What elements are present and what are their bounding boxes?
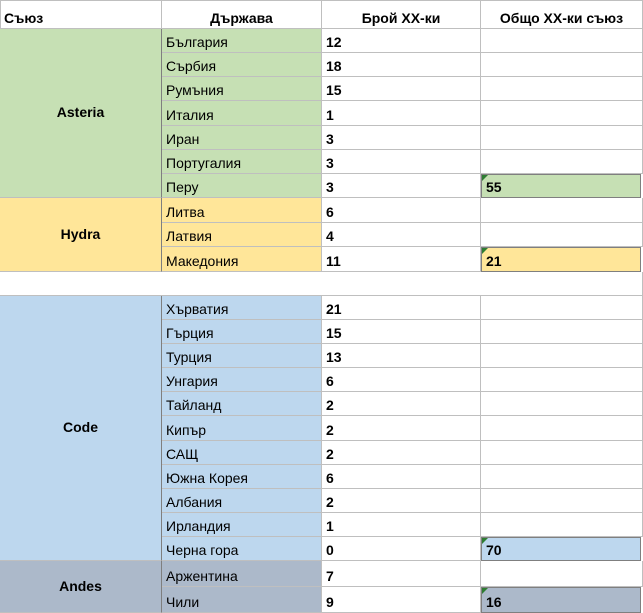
header-alliance[interactable]: Съюз	[0, 0, 162, 29]
total-empty-cell[interactable]	[481, 561, 643, 587]
total-empty-cell[interactable]	[481, 441, 643, 465]
alliance-asteria[interactable]: Asteria	[0, 29, 162, 198]
alliance-total-cell[interactable]: 70	[481, 537, 641, 561]
total-empty-cell[interactable]	[481, 489, 643, 513]
count-cell[interactable]: 12	[322, 29, 481, 53]
total-empty-cell[interactable]	[481, 513, 643, 537]
count-cell[interactable]: 2	[322, 416, 481, 440]
country-cell[interactable]: Ирландия	[162, 513, 322, 537]
country-cell[interactable]: Черна гора	[162, 537, 322, 561]
count-cell[interactable]: 1	[322, 101, 481, 125]
count-cell[interactable]: 2	[322, 392, 481, 416]
total-empty-cell[interactable]	[481, 368, 643, 392]
count-cell[interactable]: 2	[322, 489, 481, 513]
total-empty-cell[interactable]	[481, 150, 643, 174]
country-cell[interactable]: България	[162, 29, 322, 53]
count-cell[interactable]: 7	[322, 561, 481, 587]
alliance-total-cell[interactable]: 21	[481, 247, 641, 272]
count-cell[interactable]: 1	[322, 513, 481, 537]
count-cell[interactable]: 3	[322, 150, 481, 174]
empty-row[interactable]	[0, 272, 643, 296]
country-cell[interactable]: Италия	[162, 101, 322, 125]
country-cell[interactable]: Латвия	[162, 223, 322, 248]
country-cell[interactable]: Хърватия	[162, 296, 322, 320]
country-cell[interactable]: Перу	[162, 174, 322, 198]
alliance-code[interactable]: Code	[0, 296, 162, 561]
alliance-hydra[interactable]: Hydra	[0, 198, 162, 272]
header-count[interactable]: Брой ХХ-ки	[322, 0, 481, 29]
country-cell[interactable]: Македония	[162, 247, 322, 272]
count-cell[interactable]: 3	[322, 126, 481, 150]
total-empty-cell[interactable]	[481, 416, 643, 440]
total-empty-cell[interactable]	[481, 296, 643, 320]
count-cell[interactable]: 4	[322, 223, 481, 248]
count-cell[interactable]: 3	[322, 174, 481, 198]
country-cell[interactable]: Португалия	[162, 150, 322, 174]
country-cell[interactable]: Гърция	[162, 320, 322, 344]
total-empty-cell[interactable]	[481, 320, 643, 344]
count-cell[interactable]: 11	[322, 247, 481, 272]
country-cell[interactable]: Румъния	[162, 77, 322, 101]
count-cell[interactable]: 0	[322, 537, 481, 561]
total-empty-cell[interactable]	[481, 465, 643, 489]
country-cell[interactable]: Южна Корея	[162, 465, 322, 489]
total-empty-cell[interactable]	[481, 77, 643, 101]
count-cell[interactable]: 6	[322, 465, 481, 489]
count-cell[interactable]: 6	[322, 198, 481, 223]
country-cell[interactable]: Чили	[162, 587, 322, 613]
count-cell[interactable]: 15	[322, 77, 481, 101]
country-cell[interactable]: Албания	[162, 489, 322, 513]
count-cell[interactable]: 9	[322, 587, 481, 613]
total-empty-cell[interactable]	[481, 392, 643, 416]
total-empty-cell[interactable]	[481, 101, 643, 125]
country-cell[interactable]: Иран	[162, 126, 322, 150]
alliance-total-cell[interactable]: 16	[481, 587, 641, 613]
country-cell[interactable]: Тайланд	[162, 392, 322, 416]
total-empty-cell[interactable]	[481, 53, 643, 77]
total-empty-cell[interactable]	[481, 126, 643, 150]
total-empty-cell[interactable]	[481, 223, 643, 248]
count-cell[interactable]: 15	[322, 320, 481, 344]
total-empty-cell[interactable]	[481, 29, 643, 53]
country-cell[interactable]: Кипър	[162, 416, 322, 440]
count-cell[interactable]: 2	[322, 441, 481, 465]
count-cell[interactable]: 18	[322, 53, 481, 77]
alliance-total-cell[interactable]: 55	[481, 174, 641, 198]
country-cell[interactable]: Турция	[162, 344, 322, 368]
country-cell[interactable]: Унгария	[162, 368, 322, 392]
count-cell[interactable]: 21	[322, 296, 481, 320]
total-empty-cell[interactable]	[481, 344, 643, 368]
header-total[interactable]: Общо ХХ-ки съюз	[481, 0, 643, 29]
country-cell[interactable]: Литва	[162, 198, 322, 223]
country-cell[interactable]: САЩ	[162, 441, 322, 465]
count-cell[interactable]: 6	[322, 368, 481, 392]
alliance-andes[interactable]: Andes	[0, 561, 162, 613]
count-cell[interactable]: 13	[322, 344, 481, 368]
header-country[interactable]: Държава	[162, 0, 322, 29]
country-cell[interactable]: Сърбия	[162, 53, 322, 77]
country-cell[interactable]: Аржентина	[162, 561, 322, 587]
total-empty-cell[interactable]	[481, 198, 643, 223]
